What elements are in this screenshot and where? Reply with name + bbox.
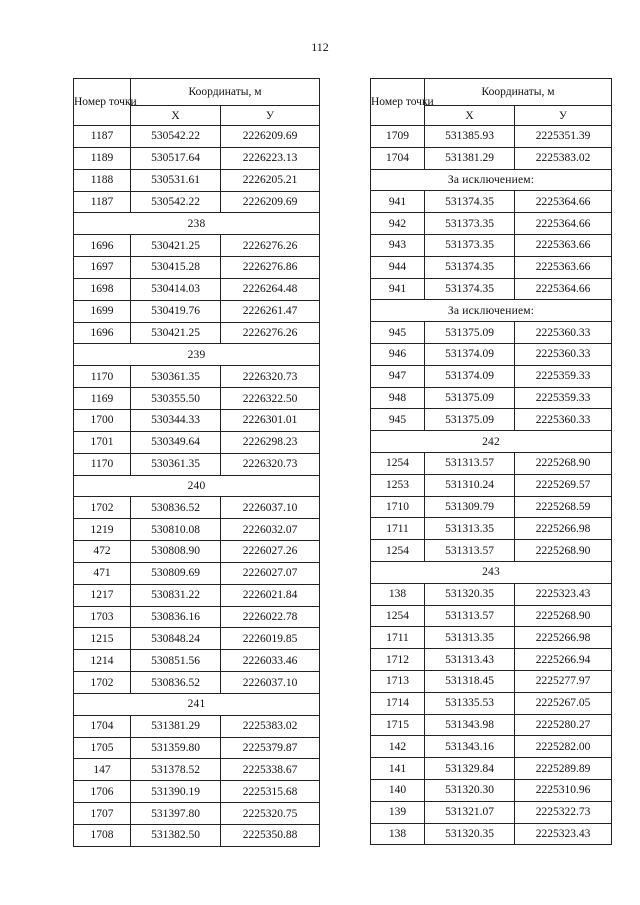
point-number-cell: 1254 (371, 452, 425, 474)
coordinates-table-right (370, 78, 612, 845)
point-number-cell: 948 (371, 387, 425, 409)
y-coordinate-cell: 2226027.07 (221, 562, 320, 584)
section-label: 243 (371, 561, 612, 583)
y-coordinate-cell: 2225277.97 (515, 670, 612, 692)
y-coordinate-cell: 2225383.02 (221, 715, 320, 737)
x-coordinate-cell: 530419.76 (131, 300, 221, 322)
x-coordinate-cell: 530851.56 (131, 650, 221, 672)
y-coordinate-cell: 2225267.05 (515, 692, 612, 714)
y-coordinate-cell: 2226033.46 (221, 650, 320, 672)
x-coordinate-cell: 531375.09 (425, 409, 515, 431)
point-number-cell: 1215 (74, 628, 131, 650)
table-row (371, 409, 612, 431)
point-number-cell: 1714 (371, 692, 425, 714)
table-row (74, 191, 320, 213)
x-coordinate-cell: 531390.19 (131, 781, 221, 803)
point-number-cell: 1188 (74, 169, 131, 191)
table-row (371, 256, 612, 278)
table-row (371, 191, 612, 213)
point-number-cell: 1697 (74, 257, 131, 279)
table-row (371, 234, 612, 256)
section-row (74, 475, 320, 497)
x-coordinate-cell: 530831.22 (131, 584, 221, 606)
table-row (371, 801, 612, 823)
table-row (371, 736, 612, 758)
table-row (371, 365, 612, 387)
y-coordinate-cell: 2225350.88 (221, 825, 320, 847)
table-row (74, 519, 320, 541)
point-number-cell: 1704 (371, 147, 425, 169)
table-row (74, 650, 320, 672)
y-coordinate-cell: 2226320.73 (221, 366, 320, 388)
y-coordinate-cell: 2225363.66 (515, 256, 612, 278)
table-row (74, 628, 320, 650)
x-coordinate-cell: 530344.33 (131, 409, 221, 431)
table-row (74, 257, 320, 279)
x-coordinate-cell: 530836.52 (131, 672, 221, 694)
table-row (74, 672, 320, 694)
table-row (371, 779, 612, 801)
point-number-cell: 1169 (74, 388, 131, 410)
x-header: Х (131, 106, 221, 126)
y-coordinate-cell: 2225359.33 (515, 387, 612, 409)
y-coordinate-cell: 2226032.07 (221, 519, 320, 541)
y-header: У (221, 106, 320, 126)
section-row (371, 169, 612, 191)
point-number-cell: 471 (74, 562, 131, 584)
table-row (371, 605, 612, 627)
x-coordinate-cell: 531335.53 (425, 692, 515, 714)
x-coordinate-cell: 530421.25 (131, 322, 221, 344)
y-coordinate-cell: 2225266.94 (515, 649, 612, 671)
y-coordinate-cell: 2226298.23 (221, 431, 320, 453)
point-number-cell: 1696 (74, 322, 131, 344)
y-coordinate-cell: 2225266.98 (515, 627, 612, 649)
x-coordinate-cell: 530809.69 (131, 562, 221, 584)
point-number-cell: 1170 (74, 453, 131, 475)
point-number-cell: 1711 (371, 627, 425, 649)
point-number-cell: 946 (371, 343, 425, 365)
x-coordinate-cell: 530517.64 (131, 147, 221, 169)
x-coordinate-cell: 531381.29 (131, 715, 221, 737)
point-number-cell: 943 (371, 234, 425, 256)
y-coordinate-cell: 2225364.66 (515, 191, 612, 213)
point-number-cell: 1254 (371, 605, 425, 627)
y-coordinate-cell: 2225364.66 (515, 213, 612, 235)
x-coordinate-cell: 531373.35 (425, 234, 515, 256)
coordinates-header: Координаты, м (131, 79, 320, 106)
section-row (74, 344, 320, 366)
section-label: 240 (74, 475, 320, 497)
y-coordinate-cell: 2225269.57 (515, 474, 612, 496)
y-coordinate-cell: 2225280.27 (515, 714, 612, 736)
table-row (74, 431, 320, 453)
y-coordinate-cell: 2226021.84 (221, 584, 320, 606)
table-row (74, 715, 320, 737)
y-coordinate-cell: 2225322.73 (515, 801, 612, 823)
section-row (371, 561, 612, 583)
point-number-cell: 941 (371, 191, 425, 213)
x-coordinate-cell: 531374.35 (425, 256, 515, 278)
y-coordinate-cell: 2226205.21 (221, 169, 320, 191)
table-row (74, 584, 320, 606)
y-coordinate-cell: 2226223.13 (221, 147, 320, 169)
x-coordinate-cell: 530361.35 (131, 366, 221, 388)
x-coordinate-cell: 530542.22 (131, 126, 221, 148)
table-row (74, 453, 320, 475)
point-number-cell: 142 (371, 736, 425, 758)
y-coordinate-cell: 2225323.43 (515, 823, 612, 845)
table-row (74, 409, 320, 431)
point-number-cell: 1708 (74, 825, 131, 847)
point-number-cell: 1253 (371, 474, 425, 496)
point-number-cell: 1217 (74, 584, 131, 606)
y-coordinate-cell: 2226037.10 (221, 672, 320, 694)
table-row (74, 169, 320, 191)
point-number-cell: 1189 (74, 147, 131, 169)
y-coordinate-cell: 2225268.90 (515, 452, 612, 474)
x-coordinate-cell: 530808.90 (131, 541, 221, 563)
y-coordinate-cell: 2226019.85 (221, 628, 320, 650)
table-row (371, 474, 612, 496)
y-coordinate-cell: 2225364.66 (515, 278, 612, 300)
table-row (74, 737, 320, 759)
x-coordinate-cell: 530848.24 (131, 628, 221, 650)
point-number-cell: 1187 (74, 126, 131, 148)
point-number-cell: 1715 (371, 714, 425, 736)
table-row (74, 366, 320, 388)
x-coordinate-cell: 531320.35 (425, 823, 515, 845)
x-coordinate-cell: 531375.09 (425, 387, 515, 409)
table-row (371, 278, 612, 300)
section-label: 242 (371, 431, 612, 453)
x-coordinate-cell: 531313.57 (425, 605, 515, 627)
point-number-cell: 1699 (74, 300, 131, 322)
y-coordinate-cell: 2226320.73 (221, 453, 320, 475)
x-coordinate-cell: 531373.35 (425, 213, 515, 235)
point-number-cell: 1701 (74, 431, 131, 453)
x-coordinate-cell: 531329.84 (425, 758, 515, 780)
x-coordinate-cell: 531309.79 (425, 496, 515, 518)
x-coordinate-cell: 531313.35 (425, 518, 515, 540)
section-label: 241 (74, 693, 320, 715)
y-coordinate-cell: 2225359.33 (515, 365, 612, 387)
point-number-cell: 147 (74, 759, 131, 781)
table-row (74, 606, 320, 628)
table-row (371, 126, 612, 148)
table-row (74, 825, 320, 847)
point-number-cell: 1698 (74, 278, 131, 300)
table-row (371, 670, 612, 692)
y-coordinate-cell: 2225360.33 (515, 409, 612, 431)
table-row (371, 343, 612, 365)
table-row (371, 147, 612, 169)
point-number-header: Номер точки (371, 79, 425, 126)
x-coordinate-cell: 531320.35 (425, 583, 515, 605)
y-coordinate-cell: 2225320.75 (221, 803, 320, 825)
section-row (371, 431, 612, 453)
section-label: За исключением: (371, 300, 612, 322)
coordinates-table-left (73, 78, 320, 847)
y-coordinate-cell: 2225338.67 (221, 759, 320, 781)
section-label: За исключением: (371, 169, 612, 191)
table-row (371, 583, 612, 605)
table-row (74, 497, 320, 519)
point-number-cell: 1713 (371, 670, 425, 692)
x-coordinate-cell: 531343.98 (425, 714, 515, 736)
point-number-cell: 1702 (74, 497, 131, 519)
table-row (74, 759, 320, 781)
point-number-cell: 1702 (74, 672, 131, 694)
table-row (371, 714, 612, 736)
x-coordinate-cell: 531321.07 (425, 801, 515, 823)
table-row (371, 692, 612, 714)
y-coordinate-cell: 2226027.26 (221, 541, 320, 563)
x-coordinate-cell: 531313.43 (425, 649, 515, 671)
x-coordinate-cell: 531374.09 (425, 365, 515, 387)
x-coordinate-cell: 531313.35 (425, 627, 515, 649)
point-number-cell: 138 (371, 583, 425, 605)
x-coordinate-cell: 530531.61 (131, 169, 221, 191)
point-number-cell: 941 (371, 278, 425, 300)
x-coordinate-cell: 530810.08 (131, 519, 221, 541)
table-row (371, 649, 612, 671)
table-row (74, 803, 320, 825)
point-number-cell: 1709 (371, 126, 425, 148)
table-row (371, 387, 612, 409)
table-row (74, 300, 320, 322)
section-label: 238 (74, 213, 320, 235)
y-coordinate-cell: 2226037.10 (221, 497, 320, 519)
table-row (371, 823, 612, 845)
point-number-cell: 1705 (74, 737, 131, 759)
y-coordinate-cell: 2226276.26 (221, 235, 320, 257)
point-number-cell: 1712 (371, 649, 425, 671)
y-coordinate-cell: 2226276.86 (221, 257, 320, 279)
point-number-cell: 942 (371, 213, 425, 235)
point-number-cell: 1254 (371, 540, 425, 562)
table-row (74, 562, 320, 584)
y-coordinate-cell: 2225268.59 (515, 496, 612, 518)
x-coordinate-cell: 530836.52 (131, 497, 221, 519)
table-row (74, 781, 320, 803)
x-coordinate-cell: 531378.52 (131, 759, 221, 781)
coordinates-header: Координаты, м (425, 79, 612, 106)
point-number-cell: 472 (74, 541, 131, 563)
table-row (74, 126, 320, 148)
point-number-cell: 1700 (74, 409, 131, 431)
section-row (74, 213, 320, 235)
x-coordinate-cell: 530355.50 (131, 388, 221, 410)
y-coordinate-cell: 2225351.39 (515, 126, 612, 148)
y-coordinate-cell: 2225289.89 (515, 758, 612, 780)
point-number-cell: 1703 (74, 606, 131, 628)
point-number-cell: 944 (371, 256, 425, 278)
x-coordinate-cell: 531313.57 (425, 540, 515, 562)
point-number-cell: 1170 (74, 366, 131, 388)
y-coordinate-cell: 2225268.90 (515, 540, 612, 562)
table-row (371, 496, 612, 518)
point-number-cell: 1704 (74, 715, 131, 737)
table-row (74, 541, 320, 563)
page-number: 112 (311, 40, 329, 54)
x-coordinate-cell: 530415.28 (131, 257, 221, 279)
table-row (74, 147, 320, 169)
x-coordinate-cell: 531385.93 (425, 126, 515, 148)
point-number-cell: 141 (371, 758, 425, 780)
y-coordinate-cell: 2226261.47 (221, 300, 320, 322)
y-coordinate-cell: 2226022.78 (221, 606, 320, 628)
x-coordinate-cell: 531320.30 (425, 779, 515, 801)
table-row (74, 322, 320, 344)
x-coordinate-cell: 530836.16 (131, 606, 221, 628)
x-coordinate-cell: 530542.22 (131, 191, 221, 213)
y-coordinate-cell: 2225268.90 (515, 605, 612, 627)
point-number-cell: 1696 (74, 235, 131, 257)
x-coordinate-cell: 530361.35 (131, 453, 221, 475)
table-row (371, 627, 612, 649)
x-coordinate-cell: 530421.25 (131, 235, 221, 257)
table-row (371, 540, 612, 562)
table-row (371, 452, 612, 474)
table-row (74, 278, 320, 300)
point-number-cell: 1707 (74, 803, 131, 825)
y-coordinate-cell: 2225282.00 (515, 736, 612, 758)
x-coordinate-cell: 531374.35 (425, 191, 515, 213)
point-number-cell: 139 (371, 801, 425, 823)
x-coordinate-cell: 531382.50 (131, 825, 221, 847)
x-coordinate-cell: 530414.03 (131, 278, 221, 300)
x-coordinate-cell: 531381.29 (425, 147, 515, 169)
point-number-cell: 1219 (74, 519, 131, 541)
point-number-cell: 1706 (74, 781, 131, 803)
point-number-cell: 1711 (371, 518, 425, 540)
x-coordinate-cell: 531343.16 (425, 736, 515, 758)
table-row (371, 518, 612, 540)
y-coordinate-cell: 2225323.43 (515, 583, 612, 605)
x-coordinate-cell: 531359.80 (131, 737, 221, 759)
x-coordinate-cell: 531313.57 (425, 452, 515, 474)
y-coordinate-cell: 2225310.96 (515, 779, 612, 801)
y-coordinate-cell: 2225360.33 (515, 322, 612, 344)
point-number-cell: 945 (371, 322, 425, 344)
point-number-cell: 138 (371, 823, 425, 845)
y-coordinate-cell: 2226209.69 (221, 191, 320, 213)
y-coordinate-cell: 2225360.33 (515, 343, 612, 365)
point-number-cell: 1214 (74, 650, 131, 672)
table-row (74, 235, 320, 257)
point-number-header: Номер точки (74, 79, 131, 126)
section-row (74, 693, 320, 715)
x-coordinate-cell: 531310.24 (425, 474, 515, 496)
point-number-cell: 1710 (371, 496, 425, 518)
y-coordinate-cell: 2226276.26 (221, 322, 320, 344)
y-coordinate-cell: 2226209.69 (221, 126, 320, 148)
section-label: 239 (74, 344, 320, 366)
y-coordinate-cell: 2225383.02 (515, 147, 612, 169)
y-header: У (515, 106, 612, 126)
x-coordinate-cell: 531374.09 (425, 343, 515, 365)
y-coordinate-cell: 2225315.68 (221, 781, 320, 803)
x-coordinate-cell: 531318.45 (425, 670, 515, 692)
y-coordinate-cell: 2225363.66 (515, 234, 612, 256)
table-row (371, 758, 612, 780)
table-row (371, 322, 612, 344)
y-coordinate-cell: 2225266.98 (515, 518, 612, 540)
point-number-cell: 1187 (74, 191, 131, 213)
x-header: Х (425, 106, 515, 126)
point-number-cell: 947 (371, 365, 425, 387)
table-row (74, 388, 320, 410)
table-row (371, 213, 612, 235)
y-coordinate-cell: 2226322.50 (221, 388, 320, 410)
y-coordinate-cell: 2226264.48 (221, 278, 320, 300)
section-row (371, 300, 612, 322)
point-number-cell: 140 (371, 779, 425, 801)
x-coordinate-cell: 530349.64 (131, 431, 221, 453)
x-coordinate-cell: 531375.09 (425, 322, 515, 344)
y-coordinate-cell: 2225379.87 (221, 737, 320, 759)
x-coordinate-cell: 531374.35 (425, 278, 515, 300)
x-coordinate-cell: 531397.80 (131, 803, 221, 825)
point-number-cell: 945 (371, 409, 425, 431)
y-coordinate-cell: 2226301.01 (221, 409, 320, 431)
